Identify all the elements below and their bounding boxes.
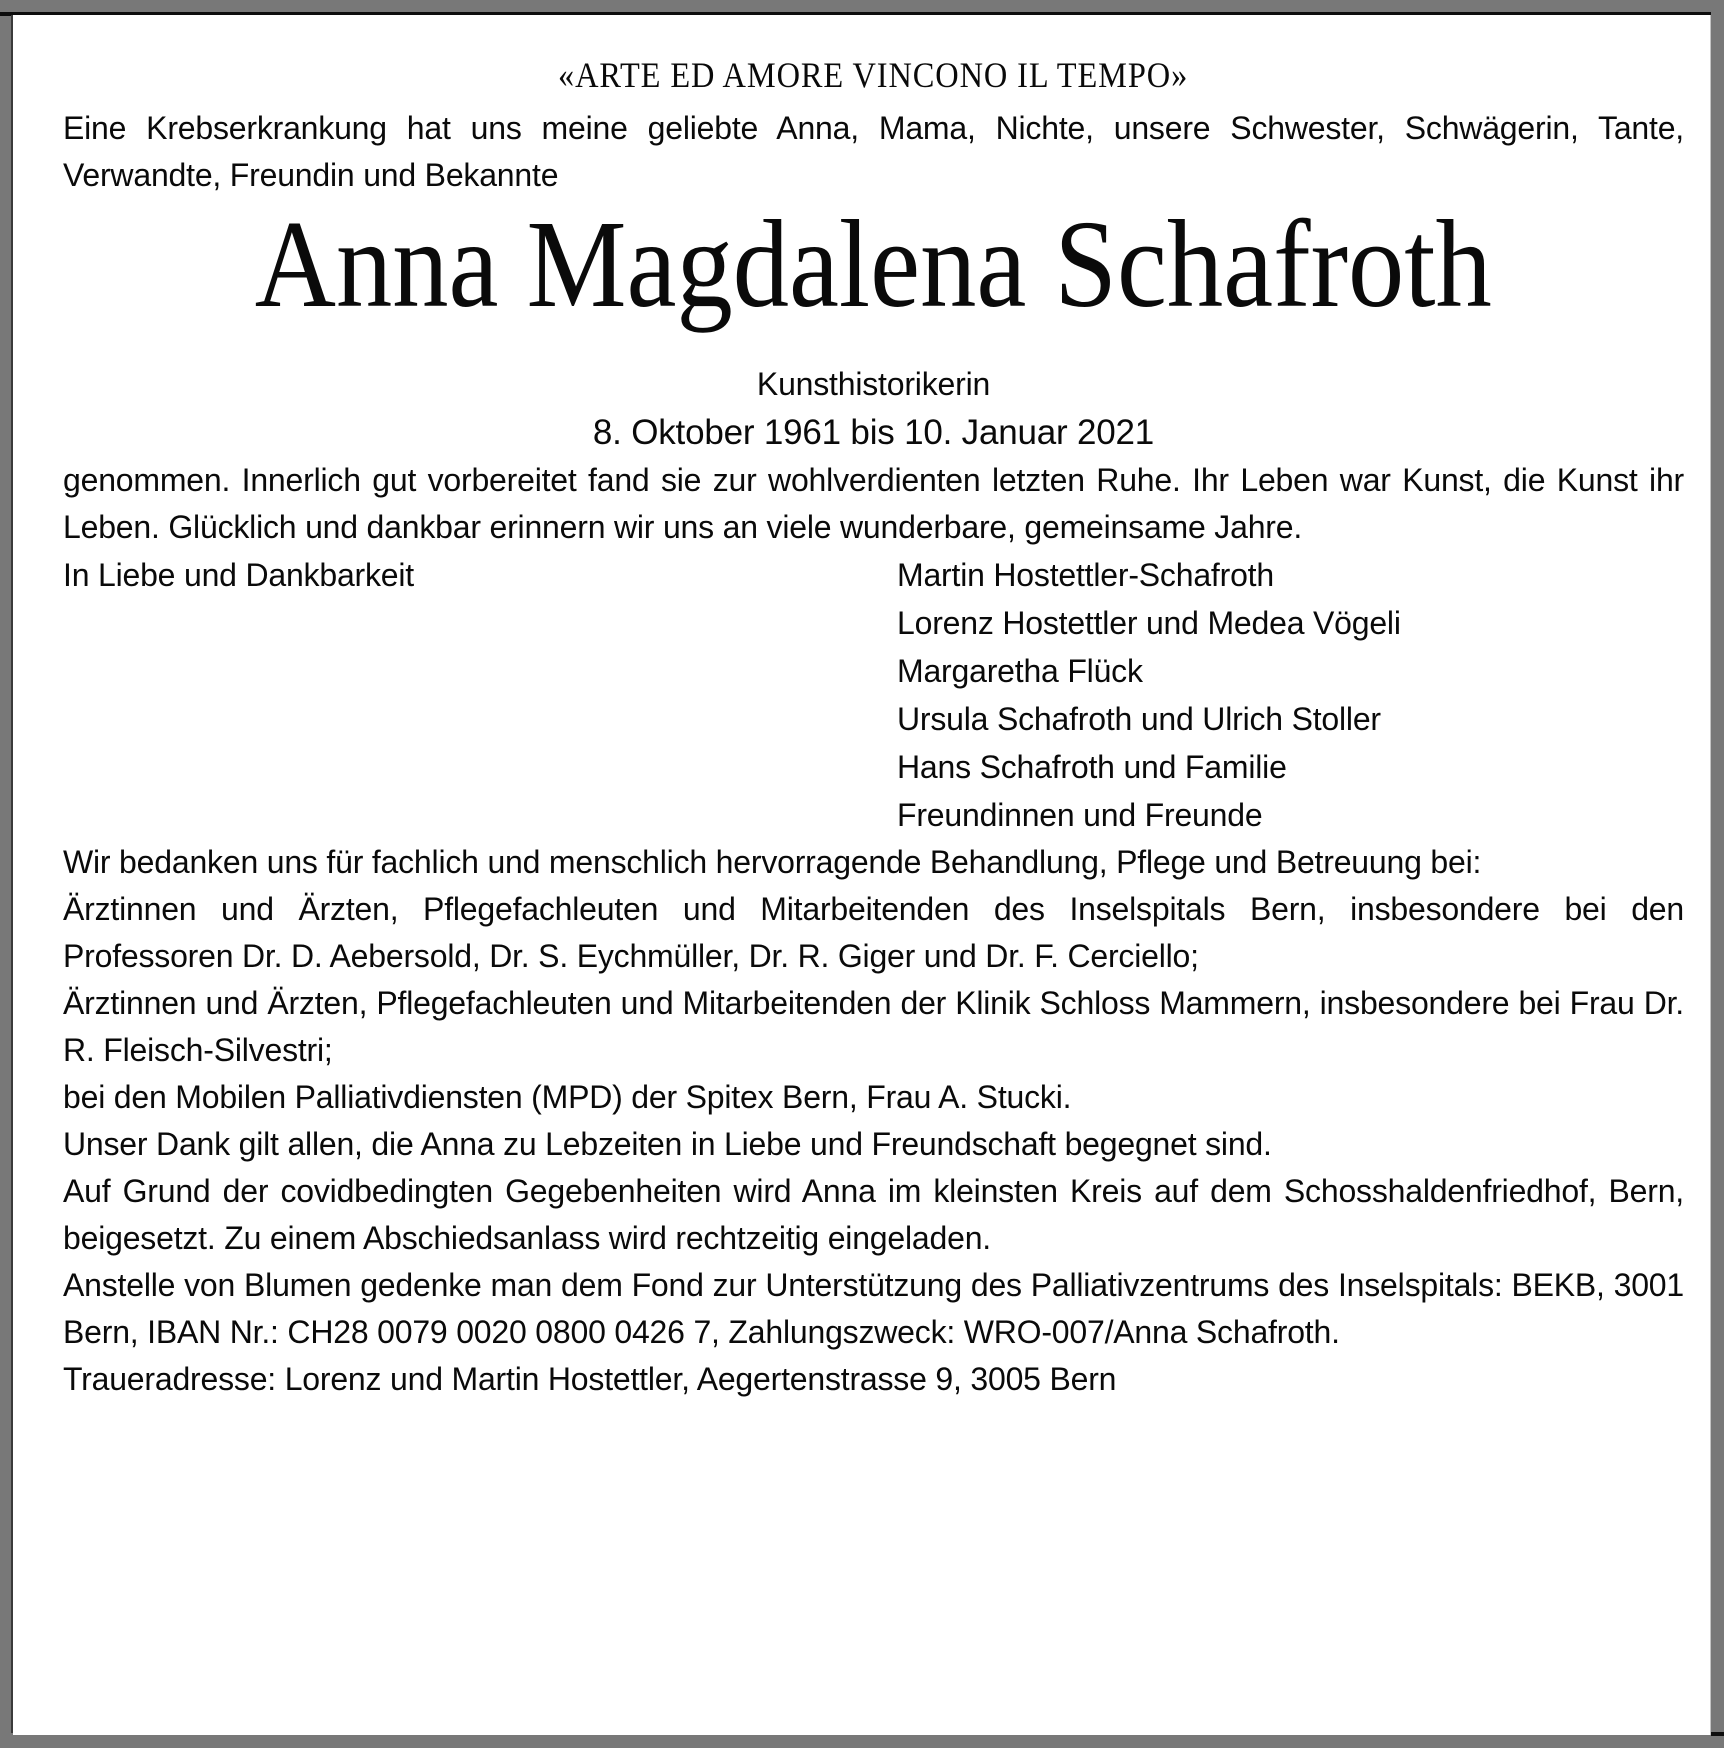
intro-paragraph: Eine Krebserkrankung hat uns meine geliebte Anna, Mama, Nichte, unsere Schwester, Schwägerin, Tante, Verwandte, Freundin und Bekannte	[63, 110, 1684, 193]
life-dates-line: 8. Oktober 1961 bis 10. Januar 2021	[592, 413, 1155, 452]
thanks-paragraph-klinik: Ärztinnen und Ärzten, Pflegefachleuten und Mitarbeitenden der Klinik Schloss Mammern, insbesondere bei Frau Dr. R. Fleisch-Silvestri;	[63, 985, 1684, 1068]
mourner-line: Margaretha Flück	[897, 653, 1143, 689]
continuation-paragraph: genommen. Innerlich gut vorbereitet fand sie zur wohlverdienten letzten Ruhe. Ihr Leben war Kunst, die Kunst ihr Leben. Glücklich und dankbar erinnern wir uns an viele wunderbare, gemeinsame Jahre.	[63, 462, 1684, 545]
mourners-list	[897, 551, 1684, 839]
mourner-line: Freundinnen und Freunde	[897, 797, 1263, 833]
motto-line	[63, 53, 1684, 105]
mourner-line: Martin Hostettler-Schafroth	[897, 557, 1274, 593]
donations-paragraph: Anstelle von Blumen gedenke man dem Fond zur Unterstützung des Palliativzentrums des Inselspitals: BEKB, 3001 Bern, IBAN Nr.: CH28 0079 0020 0800 0426 7, Zahlungszweck: WRO-007/Anna Schafroth.	[63, 1267, 1684, 1350]
obituary-content	[13, 15, 1710, 1735]
motto-text: «ARTE ED AMORE VINCONO IL TEMPO»	[558, 55, 1189, 95]
signature-section	[63, 551, 1684, 839]
notice-frame-bottom-right-fragment	[1711, 1732, 1724, 1736]
deceased-name-text: Anna Magdalena Schafroth	[254, 196, 1493, 334]
thanks-paragraph-spitex: bei den Mobilen Palliativdiensten (MPD) der Spitex Bern, Frau A. Stucki.	[63, 1079, 1072, 1115]
mourner-line: Hans Schafroth und Familie	[897, 749, 1287, 785]
thanks-paragraph-inselspital: Ärztinnen und Ärzten, Pflegefachleuten und Mitarbeitenden des Inselspitals Bern, insbesondere bei den Professoren Dr. D. Aebersold, Dr. S. Eychmüller, Dr. R. Giger und Dr. F. Cerciello;	[63, 891, 1684, 974]
thanks-intro-paragraph: Wir bedanken uns für fachlich und menschlich hervorragende Behandlung, Pflege und Betreuung bei:	[63, 844, 1482, 880]
deceased-name-heading	[63, 196, 1684, 361]
obituary-page	[13, 15, 1711, 1735]
funeral-info-paragraph: Auf Grund der covidbedingten Gegebenheiten wird Anna im kleinsten Kreis auf dem Schosshaldenfriedhof, Bern, beigesetzt. Zu einem Abschiedsanlass wird rechtzeitig eingeladen.	[63, 1173, 1684, 1256]
mourning-address-line: Traueradresse: Lorenz und Martin Hostettler, Aegertenstrasse 9, 3005 Bern	[63, 1361, 1117, 1397]
mourner-line: Ursula Schafroth und Ulrich Stoller	[897, 701, 1381, 737]
gratitude-paragraph: Unser Dank gilt allen, die Anna zu Lebzeiten in Liebe und Freundschaft begegnet sind.	[63, 1126, 1272, 1162]
profession-line: Kunsthistorikerin	[756, 366, 991, 402]
condolence-label: In Liebe und Dankbarkeit	[63, 557, 414, 593]
mourner-line: Lorenz Hostettler und Medea Vögeli	[897, 605, 1401, 641]
